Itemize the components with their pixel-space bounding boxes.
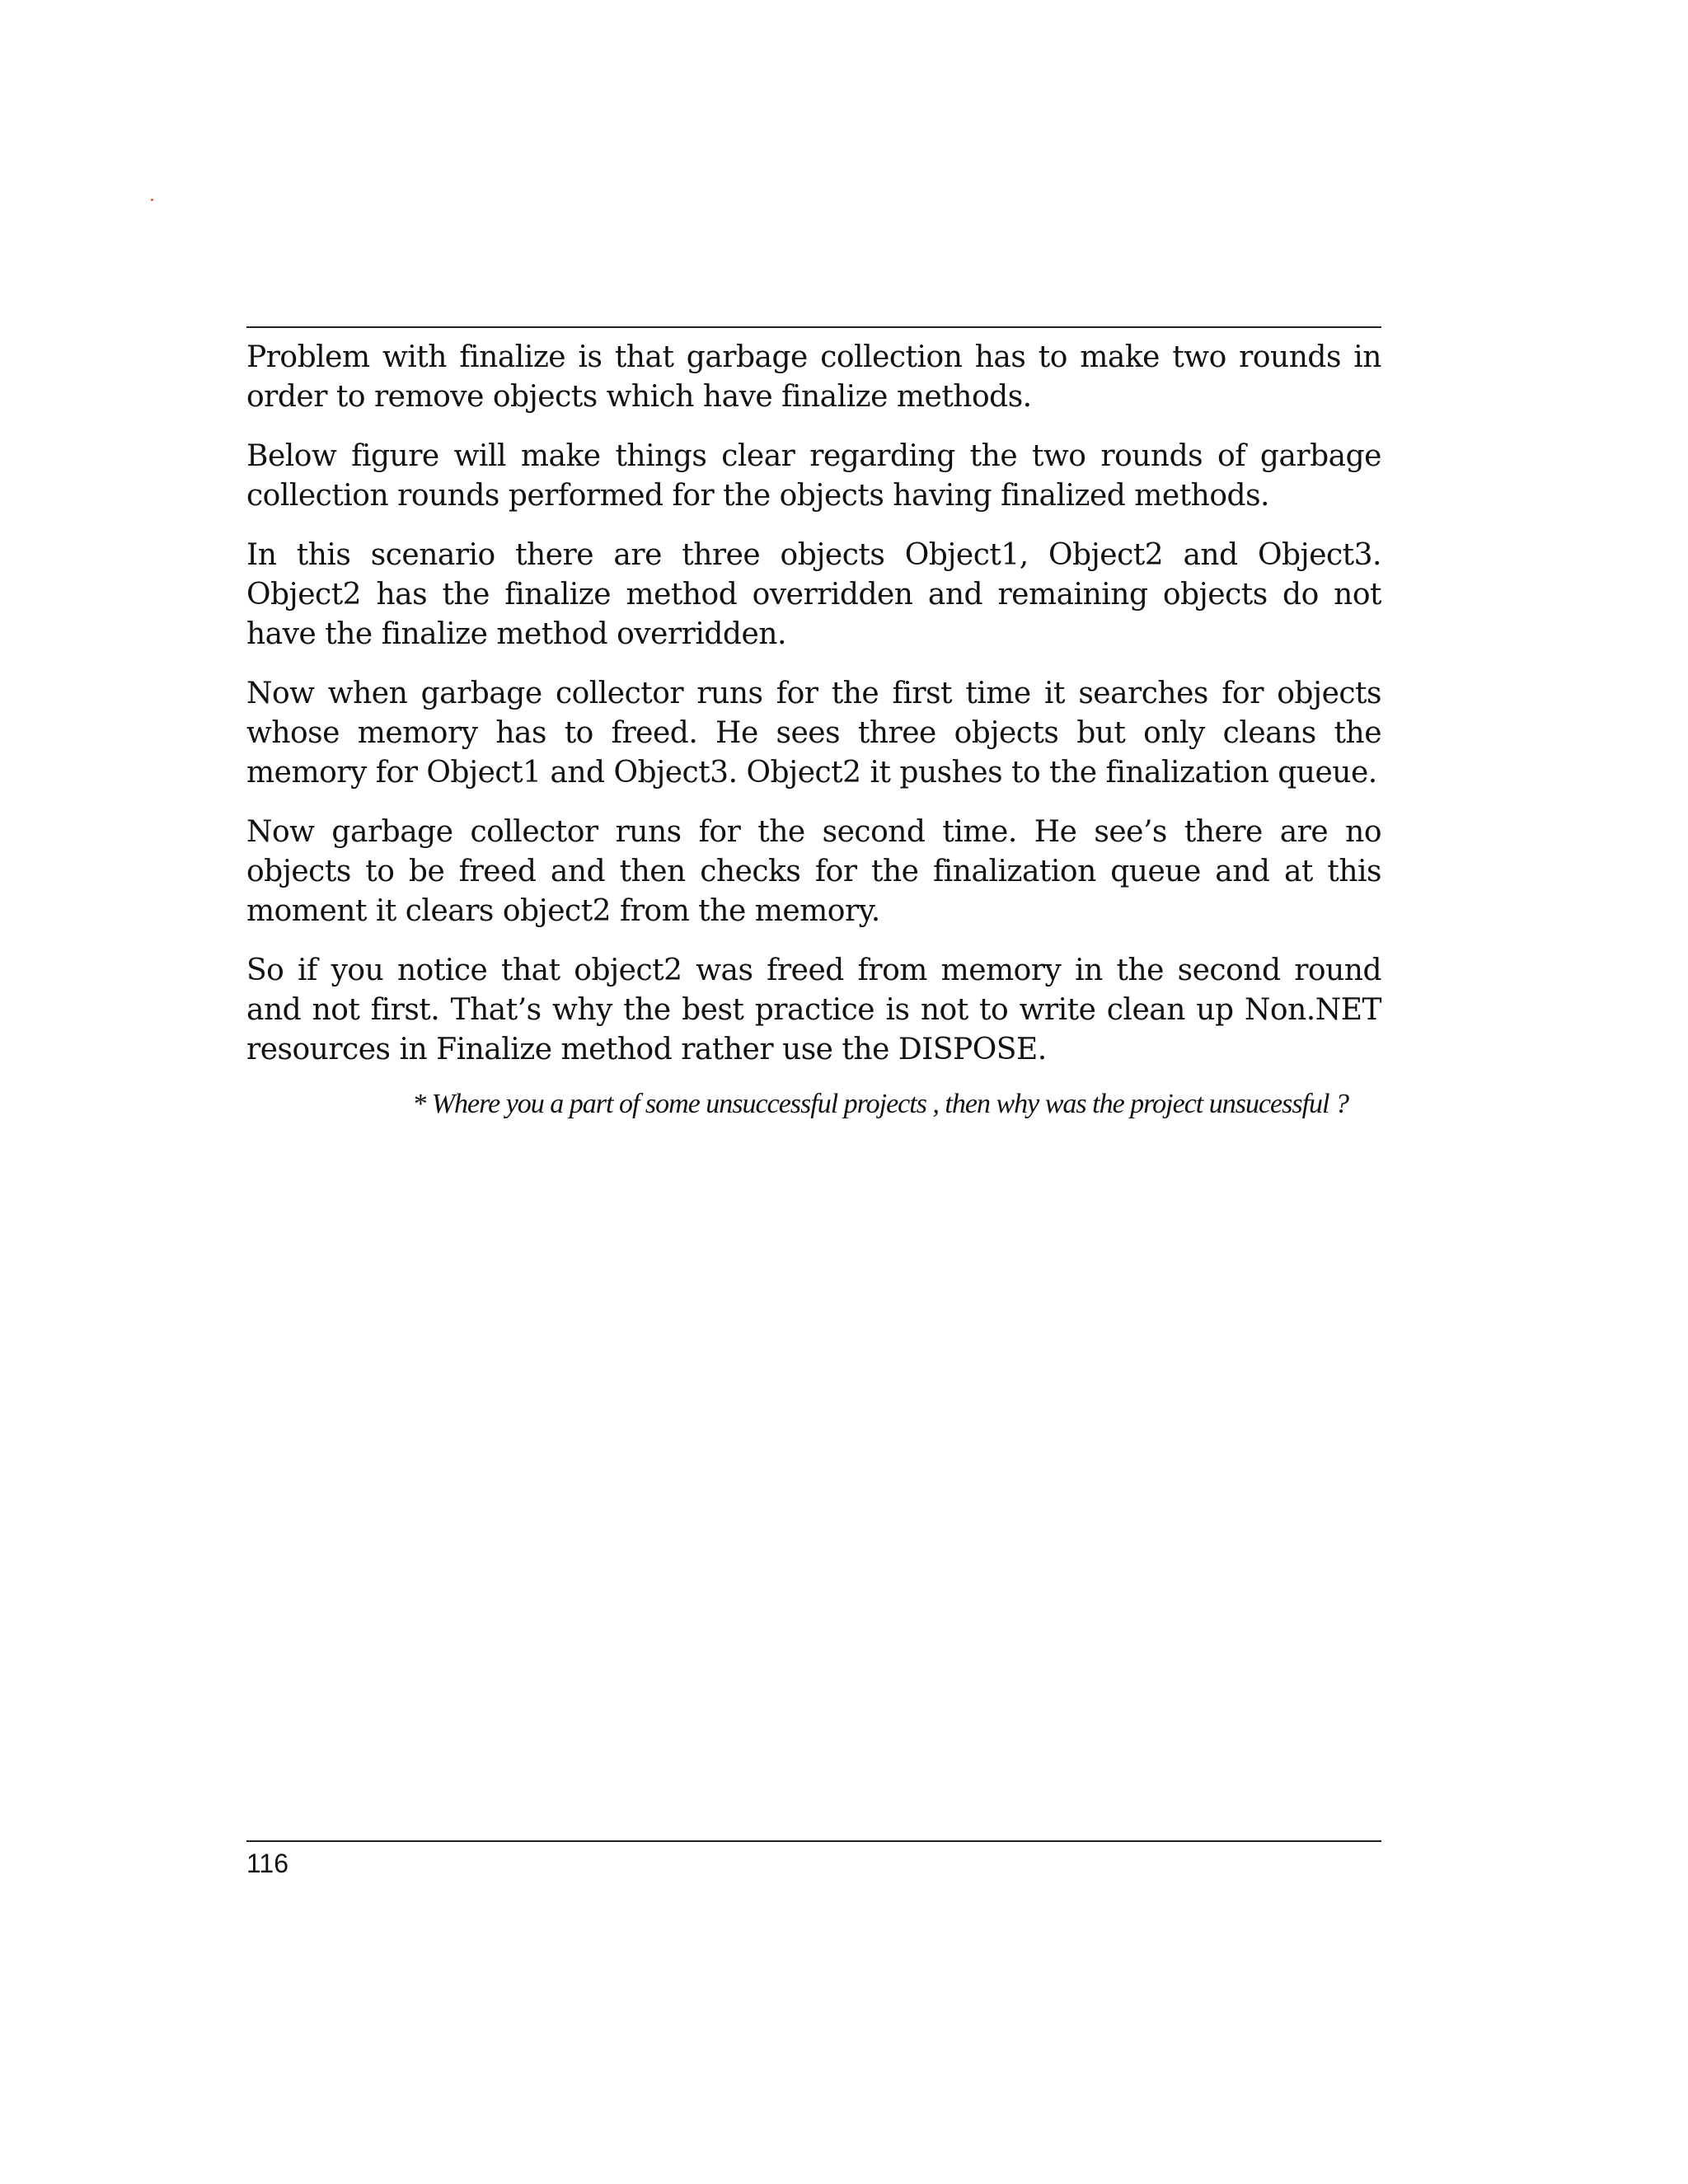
paragraph: So if you notice that object2 was freed from memory in the second round and not first. That’s why the best practice is not to write clean up Non.NET resources in Finalize method rather use the DISPOSE. xyxy=(246,954,1381,1066)
interview-question-callout: * Where you a part of some unsuccessful projects , then why was the project unsucessful ? xyxy=(412,1089,1348,1119)
paragraph: Now garbage collector runs for the second time. He see’s there are no objects to be freed and then checks for the finalization queue and at this moment it clears object2 from the memory. xyxy=(246,815,1381,928)
paragraph: Problem with finalize is that garbage collection has to make two rounds in order to remove objects which have finalize methods. xyxy=(246,340,1381,414)
page-number: 116 xyxy=(246,1849,289,1878)
paragraph: In this scenario there are three objects Object1, Object2 and Object3. Object2 has the finalize method overridden and remaining objects do not have the finalize method overridden. xyxy=(246,538,1381,651)
body-text xyxy=(246,338,1381,1144)
paragraph: Now when garbage collector runs for the first time it searches for objects whose memory has to freed. He sees three objects but only cleans the memory for Object1 and Object3. Object2 it pushes to the finalization queue. xyxy=(246,677,1381,790)
footer-rule xyxy=(246,1840,1381,1842)
stray-mark xyxy=(151,199,153,201)
paragraph: Below figure will make things clear regarding the two rounds of garbage collection rounds performed for the objects having finalized methods. xyxy=(246,439,1381,513)
header-rule xyxy=(246,326,1381,328)
